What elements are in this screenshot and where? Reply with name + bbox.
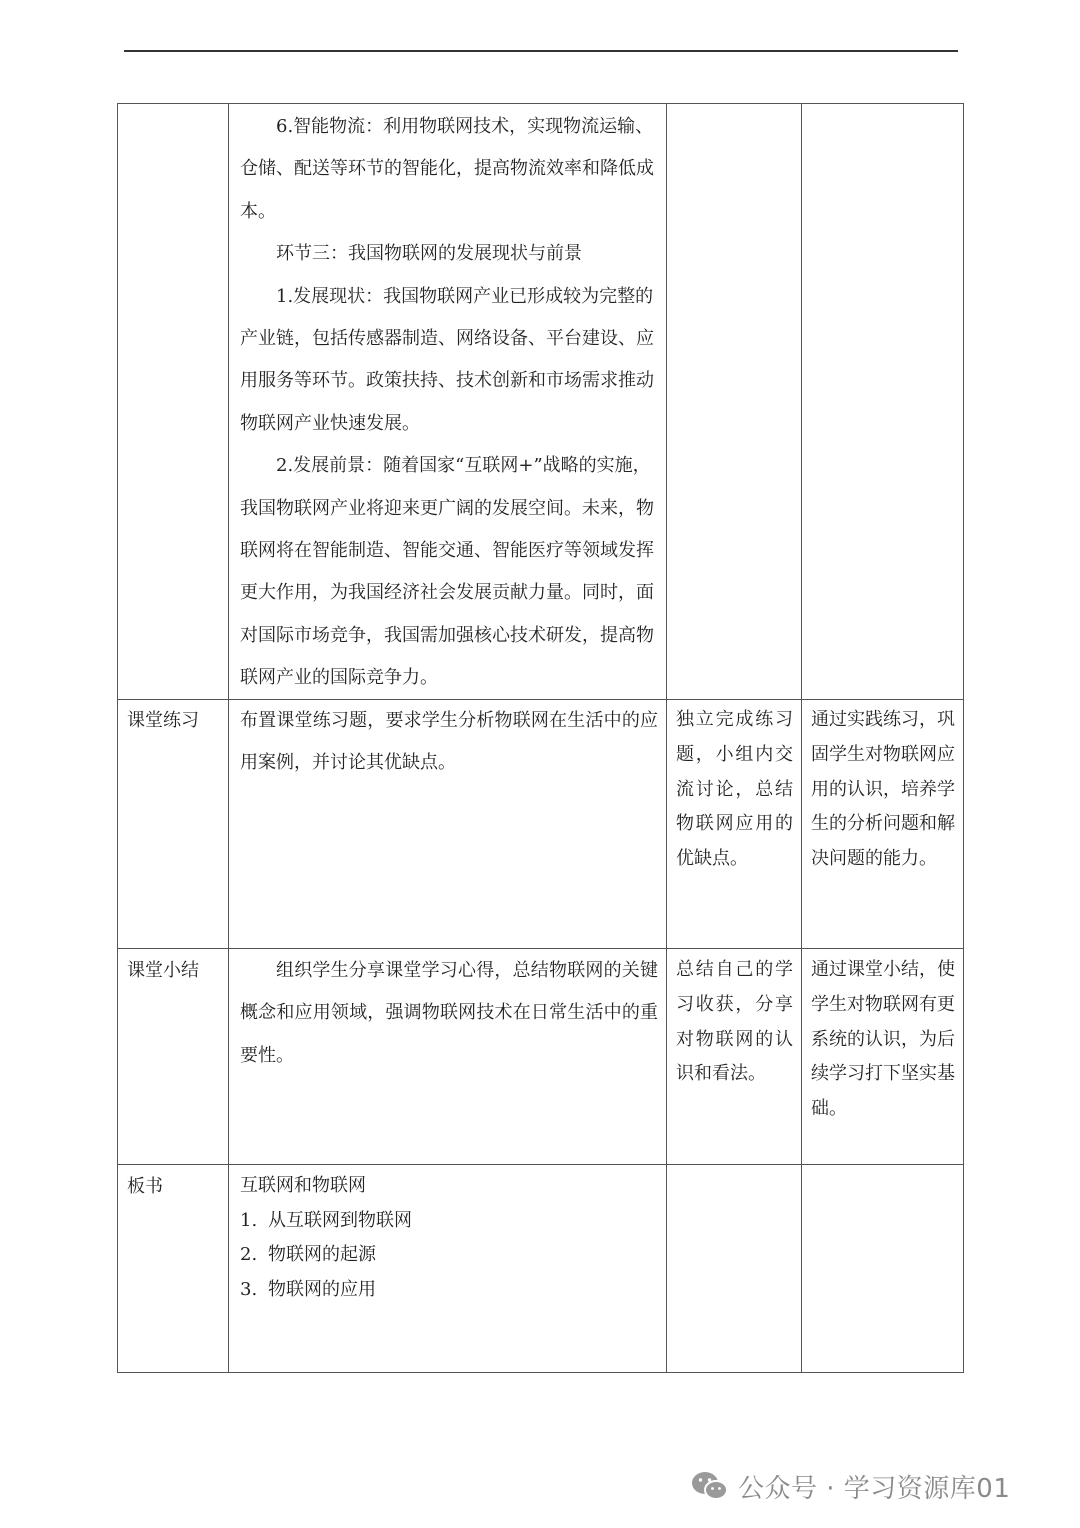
board-content (240, 1169, 658, 1307)
header-rule (124, 50, 958, 52)
practice-label: 课堂练习 (127, 710, 199, 731)
watermark (690, 1462, 1010, 1510)
column-divider (228, 103, 229, 1373)
summary-teacher-activity: 组织学生分享课堂学习心得，总结物联网的关键概念和应用领域，强调物联网技术在日常生活中的重要性。 (240, 960, 658, 1066)
practice-student-activity: 独立完成练习题，小组内交流讨论，总结物联网应用的优缺点。 (676, 709, 793, 870)
board-title: 互联网和物联网 (240, 1175, 366, 1196)
lesson-paragraph: 6.智能物流：利用物联网技术，实现物流运输、仓储、配送等环节的智能化，提高物流效率和降低成本。 (240, 116, 654, 222)
lesson-content-cell (240, 106, 658, 700)
row-divider (117, 1164, 964, 1165)
watermark-text: 公众号 · 学习资源库01 (738, 1473, 1011, 1504)
column-divider (801, 103, 802, 1373)
summary-label: 课堂小结 (127, 960, 199, 981)
summary-purpose: 通过课堂小结，使学生对物联网有更系统的认识，为后续学习打下坚实基础。 (811, 959, 955, 1120)
wechat-icon (690, 1469, 730, 1503)
practice-purpose: 通过实践练习，巩固学生对物联网应用的认识，培养学生的分析问题和解决问题的能力。 (811, 709, 955, 870)
summary-student-activity: 总结自己的学习收获，分享对物联网的认识和看法。 (676, 959, 793, 1085)
practice-teacher-activity: 布置课堂练习题，要求学生分析物联网在生活中的应用案例，并讨论其优缺点。 (240, 710, 658, 774)
board-item: 3. 物联网的应用 (240, 1278, 376, 1300)
lesson-section-heading: 环节三：我国物联网的发展现状与前景 (276, 243, 582, 265)
board-label: 板书 (127, 1176, 163, 1197)
lesson-paragraph: 1.发展现状：我国物联网产业已形成较为完整的产业链，包括传感器制造、网络设备、平台建设、应用服务等环节。政策扶持、技术创新和市场需求推动物联网产业快速发展。 (240, 285, 654, 434)
lesson-paragraph: 2.发展前景：随着国家“互联网+”战略的实施，我国物联网产业将迎来更广阔的发展空间。未来，物联网将在智能制造、智能交通、智能医疗等领域发挥更大作用，为我国经济社会发展贡献力量。同时，面对国际市场竞争，我国需加强核心技术研发，提高物联网产业的国际竞争力。 (240, 455, 654, 689)
column-divider (666, 103, 667, 1373)
board-item: 2. 物联网的起源 (240, 1244, 376, 1265)
board-item: 1. 从互联网到物联网 (240, 1209, 412, 1231)
